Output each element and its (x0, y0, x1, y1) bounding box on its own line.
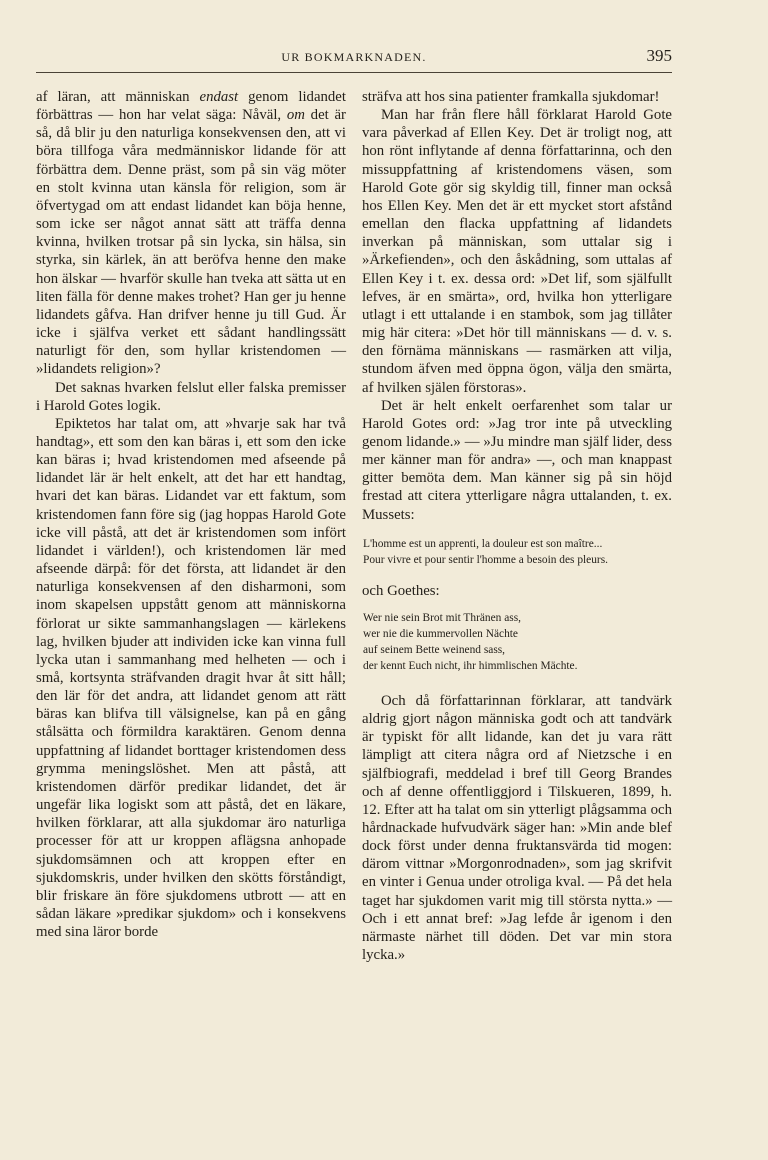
paragraph: Det saknas hvarken felslut eller falska premisser i Harold Gotes logik. (36, 379, 346, 414)
paragraph: Och då författarinnan förklarar, att tandvärk aldrig gjort någon människa godt och att tandvärk är typiskt för allt lidande, kan det ju vara rätt lämpligt att citera några ord af Nietzsche i en själfbiografi, meddelad i bref till Georg Brandes och af denne offentliggjord i Tilskueren, 1899, h. 12. Efter att ha talat om sin ytterligt plågsamma och hårdnackade hufvudvärk säger han: »Min ande blef dock först under denna fruktansvärda tid mogen: därom vittnar »Morgonrodnaden», som jag skrifvit en vinter i Genua under otroliga kval. — På det hela taget har sjukdomen varit mig till största nytta.» — Och i ett annat bref: »Jag lefde år igenom i den närmaste närhet till döden. Det var min stora lycka.» (362, 692, 672, 964)
quote-line: Wer nie sein Brot mit Thränen ass, (363, 611, 521, 624)
emphasis: om (286, 107, 305, 124)
running-head: UR BOKMARKNADEN. (281, 50, 427, 64)
quote-line: der kennt Euch nicht, ihr himmlischen Mächte. (363, 659, 578, 672)
paragraph: och Goethes: (362, 582, 440, 599)
header-rule (36, 72, 672, 73)
page-header (36, 46, 672, 70)
page-number: 395 (646, 46, 672, 65)
paragraph: Det är helt enkelt oerfarenhet som talar ur Harold Gotes ord: »Jag tror inte på utveckling genom lidande.» — »Ju mindre man själf lider, dess mer känner man för andra» —, och man knappast gitter bemöta dem. Man känner sig på sin höjd frestad att citera ytterligare några uttalanden, t. ex. Mussets: (362, 397, 672, 523)
text-run: af läran, att människan (36, 89, 200, 105)
quote-line: auf seinem Bette weinend sass, (363, 643, 506, 656)
paragraph: Man har från flere håll förklarat Harold Gote vara påverkad af Ellen Key. Det är troligt nog, att hon rönt inflytande af denna författarinna, och den missuppfattning af kristendomens väsen, som Harold Gote gör sig skyldig till, finner man också hos Ellen Key. Men det är ett mycket stort afstånd emellan den flacka uppfattning af lidandets inverkan på människan, som uttalar sig i »Ärkefienden», och den åskådning, som uttalas af Ellen Key i t. ex. dessa ord: »Det lif, som själfullt lefves, är en smärta», ord, hvilka hon ytterligare utlagt i ett uttalande i en stambok, som jag tillåter mig här citera: »Det hör till människans — d. v. s. den förnäma människans — rasmärken att vilja, stundom äfven med öppna ögon, välja den smärta, af hvilken själen förstoras». (362, 107, 672, 396)
text-run: det är så, då blir ju den naturliga konsekvensen den, att vi böra tillfoga våra medmänniskor lidande för att förbättra dem. Denne präst, som på sin väg möter en stolt kvinna utan känsla för religion, som är öfvertygad om att endast lidandet kan böja henne, som icke ser något annat sätt att träffa denna kvinna, hvilken trotsar på sin lycka, sin hälsa, sin styrka, sin kärlek, än att beröfva henne den make hon älskar — hvarför skulle han tveka att sätta ut en liten fälla för denne makes trohet? Han ger ju henne lidandets gåfva. Han drifver henne ju till Gud. Är icke i själfva verket ett sådant handlingssätt naturligt för den, som hyllar kristendomen — »lidandets religion»? (36, 107, 346, 378)
paragraph: Epiktetos har talat om, att »hvarje sak har två handtag», ett som den kan bäras i, ett som den icke kan bäras i; hvad kristendomen med afseende på lidandet lär är helt enkelt, att det har ett handtag, hvari det kan bäras. Lidandet var ett faktum, som kristendomen fann före sig (jag hoppas Harold Gote icke vill påstå, att det är kristendomen som infört lidandet i världen!), och kristendomen lär med afseende därpå: för det första, att lidandet är den naturliga konsekvensen af den disharmoni, som inom skapelsen uppstått genom att människorna förlorat ur sikte sammanhangslagen — kärlekens lag, hvilken bjuder att individen icke kan vinna full lycka utan i sammanhang med helheten — och i små, kortsynta sträfvanden dragit hvar åt sitt håll; den lär för det andra, att lidandet genom att rätt bäras kan blifva till välsignelse, kan på en gång stålsätta och förmildra karaktären. Genom denna uppfattning af lidandet borttager kristendomen dess grymma meningslöshet. Men att påstå, att kristendomen därför predikar lidandet, det är ungefär lika logiskt som att påstå, det en läkare, hvilken förklarar, att alla sjukdomar äro naturliga processer för att ur kroppen aflägsna anhopade sjukdomsämnen och att kroppen efter en sjukdomskris, under hvilken den skötts förståndigt, blir friskare än före sjukdomens utbrott — att en sådan läkare »predikar sjukdom» och i konsekvens med sina läror borde (36, 415, 346, 941)
quote-line: wer nie die kummervollen Nächte (363, 627, 518, 640)
musset-quote (362, 536, 672, 568)
left-column (36, 88, 346, 941)
goethe-quote (362, 610, 672, 674)
text-run: genom lidandet förbättras — hon har velat säga: Nåväl, (36, 89, 346, 124)
paragraph: sträfva att hos sina patienter framkalla sjukdomar! (362, 89, 660, 105)
right-column (362, 88, 672, 964)
quote-line: Pour vivre et pour sentir l'homme a besoin des pleurs. (363, 553, 609, 566)
emphasis: endast (199, 89, 239, 105)
quote-line: L'homme est un apprenti, la douleur est son maître... (363, 537, 603, 550)
paragraph (36, 88, 346, 379)
